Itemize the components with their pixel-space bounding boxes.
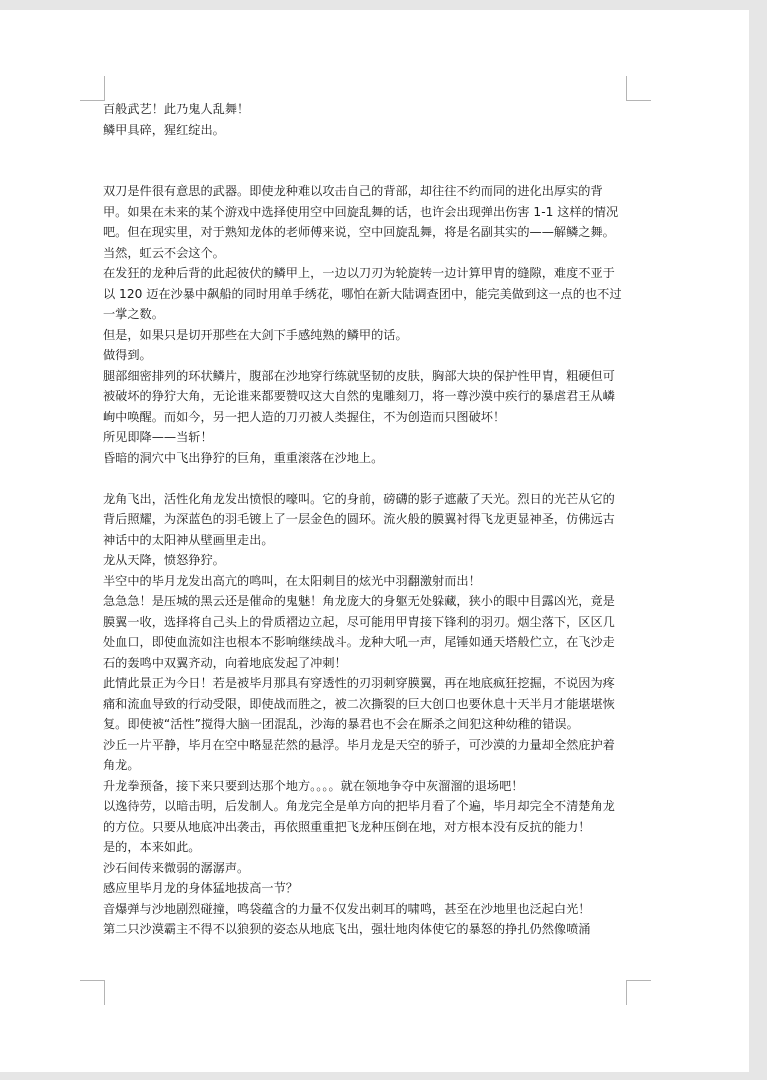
crop-mark-top-left xyxy=(80,76,105,101)
crop-mark-bottom-left xyxy=(80,980,105,1005)
paragraph: 以逸待劳，以暗击明，后发制人。角龙完全是单方向的把毕月看了个遍，毕月却完全不清楚角龙的方位。只要从地底冲出袭击，再依照重重把飞龙种压倒在地，对方根本没有反抗的能力！ xyxy=(103,799,615,834)
paragraph: 所见即降——当斩！ xyxy=(103,430,213,444)
paragraph: 鳞甲具碎，猩红绽出。 xyxy=(103,122,225,137)
crop-mark-top-right xyxy=(626,76,651,101)
paragraph: 百般武艺！此乃鬼人乱舞！ xyxy=(103,102,250,116)
paragraph: 双刀是件很有意思的武器。即使龙种难以攻击自己的背部，却往往不约而同的进化出厚实的背甲。如果在未来的某个游戏中选择使用空中回旋乱舞的话，也许会出现弹出伤害 1-1 这样的情况吧。但在现实里，对于熟知龙体的老师傅来说，空中回旋乱舞，将是名副其实的——解鳞之舞。 xyxy=(103,184,619,239)
paragraph: 是的，本来如此。 xyxy=(103,840,201,854)
paragraph: 音爆弹与沙地剧烈碰撞，鸣袋蕴含的力量不仅发出刺耳的啸鸣，甚至在沙地里也泛起白光！ xyxy=(103,901,591,916)
blank-line xyxy=(103,468,627,489)
paragraph: 沙丘一片平静，毕月在空中略显茫然的悬浮。毕月龙是天空的骄子，可沙漠的力量却全然庇护着角龙。 xyxy=(103,737,615,772)
blank-line xyxy=(103,161,627,182)
paragraph: 但是，如果只是切开那些在大剑下手感纯熟的鳞甲的话。 xyxy=(103,327,408,342)
paragraph: 第二只沙漠霸主不得不以狼狈的姿态从地底飞出，强壮地肉体使它的暴怒的挣扎仍然像喷涌 xyxy=(103,922,591,936)
paragraph: 做得到。 xyxy=(103,348,152,362)
crop-mark-bottom-right xyxy=(626,980,651,1005)
paragraph: 昏暗的洞穴中飞出狰狞的巨角，重重滚落在沙地上。 xyxy=(103,450,384,465)
paragraph: 当然，虹云不会这个。 xyxy=(103,245,225,260)
blank-line xyxy=(103,140,627,161)
paragraph: 龙角飞出，活性化角龙发出愤恨的嚎叫。它的身前，磅礴的影子遮蔽了天光。烈日的光芒从它的背后照耀，为深蓝色的羽毛镀上了一层金色的圆环。流火般的膜翼衬得飞龙更显神圣，仿佛远古神话中的太阳神从壁画里走出。 xyxy=(103,491,615,547)
paragraph: 此情此景正为今日！若是被毕月那具有穿透性的刃羽刺穿膜翼，再在地底疯狂挖掘，不说因为疼痛和流血导致的行动受限，即使战而胜之，被二次撕裂的巨大创口也要休息十天半月才能堪堪恢复。即使被“活性”搅得大脑一团混乱，沙海的暴君也不会在厮杀之间犯这种幼稚的错误。 xyxy=(103,676,615,731)
paragraph: 龙从天降，愤怒狰狞。 xyxy=(103,553,225,567)
paragraph: 在发狂的龙种后背的此起彼伏的鳞甲上，一边以刀刃为轮旋转一边计算甲胄的缝隙，难度不亚于以 120 迈在沙暴中飙船的同时用单手绣花，哪怕在新大陆调查团中，能完美做到这一点的也不过一掌之数。 xyxy=(103,266,622,321)
document-body[interactable] xyxy=(103,99,627,940)
document-page xyxy=(0,10,749,1072)
paragraph: 升龙拳预备，接下来只要到达那个地方。。。。就在领地争夺中灰溜溜的退场吧！ xyxy=(103,778,524,793)
paragraph: 沙石间传来微弱的潺潺声。 xyxy=(103,860,250,875)
paragraph: 腿部细密排列的环状鳞片，腹部在沙地穿行练就坚韧的皮肤，胸部大块的保护性甲胄，粗硬但可被破坏的狰狞大角，无论谁来都要赞叹这大自然的鬼雕刻刀，将一尊沙漠中疾行的暴虐君王从嶙峋中唤醒。而如今，另一把人造的刀刃被人类握住，不为创造而只图破坏！ xyxy=(103,368,615,424)
paragraph: 急急急！是压城的黑云还是催命的鬼魅！角龙庞大的身躯无处躲藏，狭小的眼中目露凶光，竟是膜翼一收，选择将自己头上的骨质褶边立起，尽可能用甲胄接下锋利的羽刃。烟尘落下，区区几处血口，即使血流如注也根本不影响继续战斗。龙种大吼一声，尾锤如通天塔般伫立，在飞沙走石的轰鸣中双翼齐动，向着地底发起了冲刺！ xyxy=(103,594,615,670)
paragraph: 感应里毕月龙的身体猛地拔高一节？ xyxy=(103,881,298,895)
paragraph: 半空中的毕月龙发出高亢的鸣叫，在太阳刺目的炫光中羽翻激射而出！ xyxy=(103,573,481,588)
